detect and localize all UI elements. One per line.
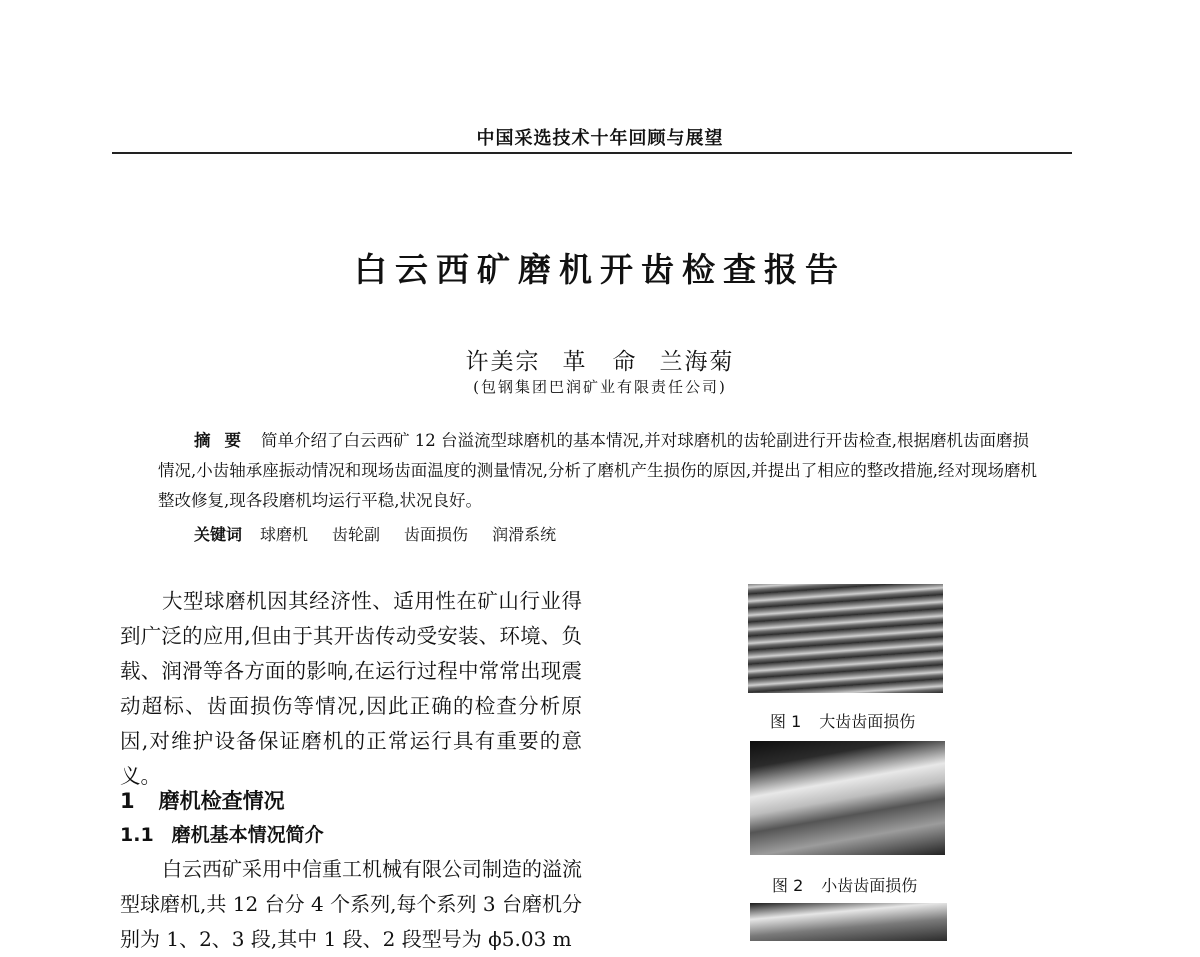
section-heading [120,785,285,815]
section-title: 磨机检查情况 [158,789,285,813]
keyword: 齿面损伤 [404,525,469,544]
figure-caption-text: 小齿齿面损伤 [821,876,918,895]
author-affiliation: (包钢集团巴润矿业有限责任公司) [473,378,727,396]
figure-number: 图 1 [770,712,802,731]
article-title: 白云西矿磨机开齿检查报告 [354,250,846,289]
section-number: 1 [120,789,135,813]
figure-caption-text: 大齿齿面损伤 [819,712,916,731]
figure-2-photo [750,741,945,855]
author-name: 许美宗 [465,349,541,375]
figure-1-photo [748,584,943,693]
abstract [158,426,1038,516]
subsection-title: 磨机基本情况简介 [171,824,324,846]
keywords [194,521,580,549]
keyword: 球磨机 [260,525,309,544]
author-name: 兰海菊 [659,349,735,375]
keyword: 齿轮副 [332,525,381,544]
intro-paragraph: 大型球磨机因其经济性、适用性在矿山行业得到广泛的应用,但由于其开齿传动受安装、环境、负载、润滑等各方面的影响,在运行过程中常常出现震动超标、齿面损伤等情况,因此正确的检查分析原因,对维护设备保证磨机的正常运行具有重要的意义。 [120,589,582,788]
author-list [0,343,1200,376]
abstract-label: 摘要 [194,431,255,450]
figure-number: 图 2 [772,876,804,895]
keyword: 润滑系统 [492,525,557,544]
keywords-label: 关键词 [194,525,243,544]
author-name: 革 命 [562,349,638,375]
subsection-heading [120,820,324,847]
figure-3-photo [750,903,947,941]
section-paragraph: 白云西矿采用中信重工机械有限公司制造的溢流型球磨机,共 12 台分 4 个系列,每个系列 3 台磨机分别为 1、2、3 段,其中 1 段、2 段型号为 ϕ5.03 m [120,857,582,951]
running-head: 中国采选技术十年回顾与展望 [476,128,724,149]
header-rule [112,152,1072,154]
figure-1-caption [770,709,915,732]
abstract-text: 简单介绍了白云西矿 12 台溢流型球磨机的基本情况,并对球磨机的齿轮副进行开齿检查,根据磨机齿面磨损情况,小齿轴承座振动情况和现场齿面温度的测量情况,分析了磨机产生损伤的原因,并提出了相应的整改措施,经对现场磨机整改修复,现各段磨机均运行平稳,状况良好。 [158,431,1037,510]
subsection-number: 1.1 [120,824,154,846]
figure-2-caption [772,873,917,896]
